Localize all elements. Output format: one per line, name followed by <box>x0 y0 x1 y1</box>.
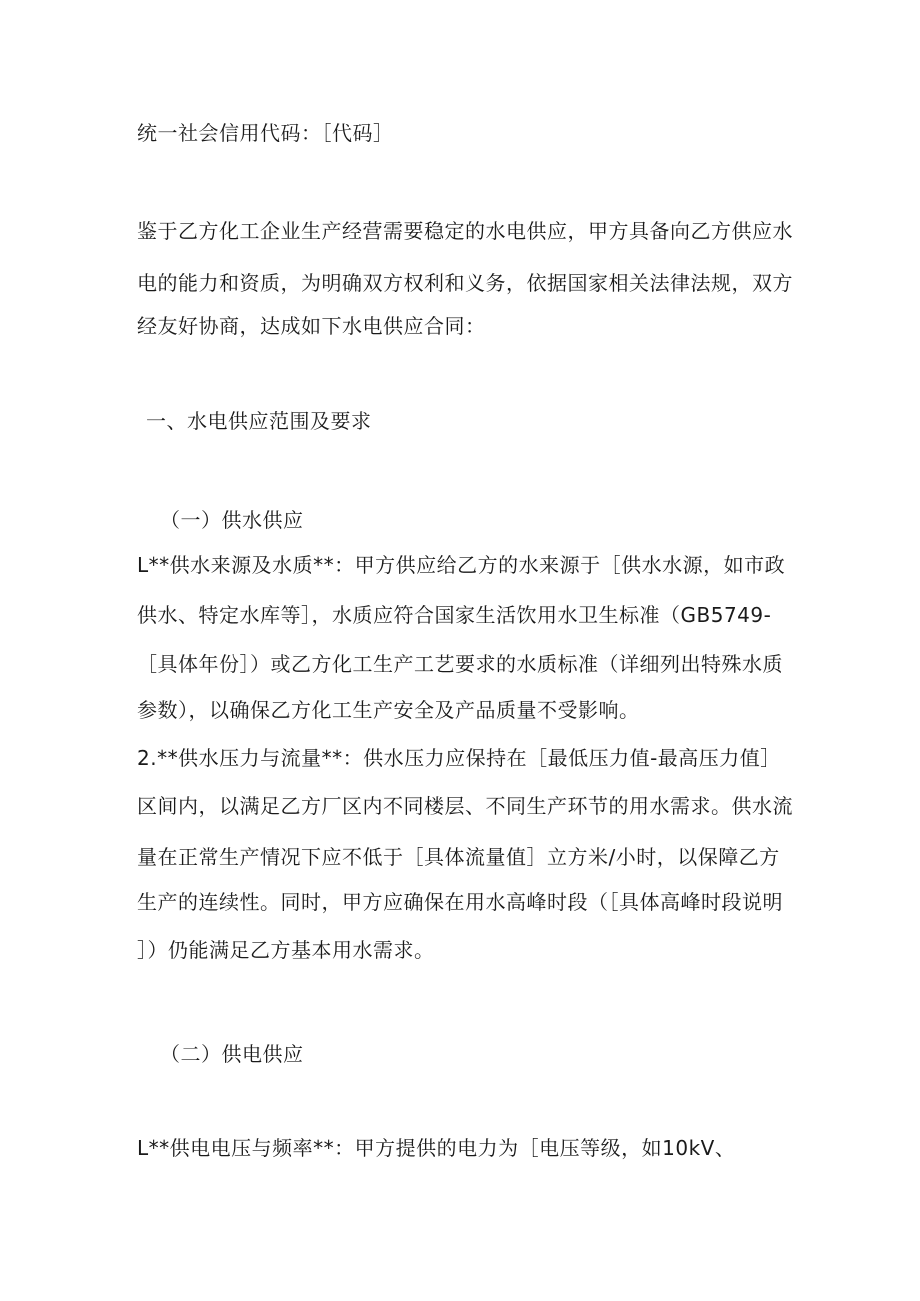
intro-paragraph-line: 经友好协商，达成如下水电供应合同： <box>137 314 486 338</box>
water-source-line: 参数），以确保乙方化工生产安全及产品质量不受影响。 <box>137 698 640 722</box>
intro-paragraph-line: 鉴于乙方化工企业生产经营需要稳定的水电供应，甲方具备向乙方供应水 <box>137 219 793 243</box>
subsection-heading: （一）供水供应 <box>160 508 304 532</box>
water-pressure-line: 2.**供水压力与流量**：供水压力应保持在［最低压力值-最高压力值］ <box>137 746 781 770</box>
water-pressure-line: ］）仍能满足乙方基本用水需求。 <box>137 938 435 962</box>
water-source-line: ［具体年份］）或乙方化工生产工艺要求的水质标准（详细列出特殊水质 <box>137 652 783 676</box>
water-source-line: 供水、特定水库等］，水质应符合国家生活饮用水卫生标准（GB5749- <box>137 603 772 627</box>
credit-code-line: 统一社会信用代码：［代码］ <box>137 121 394 145</box>
water-source-line: L**供水来源及水质**：甲方供应给乙方的水来源于［供水水源，如市政 <box>137 553 786 577</box>
intro-paragraph-line: 电的能力和资质，为明确双方权利和义务，依据国家相关法律法规，双方 <box>137 271 793 295</box>
section-heading: 一、水电供应范围及要求 <box>146 409 372 433</box>
power-voltage-line: L**供电电压与频率**：甲方提供的电力为［电压等级，如10kV、 <box>137 1136 736 1160</box>
water-pressure-line: 生产的连续性。同时，甲方应确保在用水高峰时段（［具体高峰时段说明 <box>137 890 783 914</box>
subsection-heading: （二）供电供应 <box>160 1042 304 1066</box>
water-pressure-line: 量在正常生产情况下应不低于［具体流量值］立方米/小时，以保障乙方 <box>137 845 780 869</box>
water-pressure-line: 区间内，以满足乙方厂区内不同楼层、不同生产环节的用水需求。供水流 <box>137 794 793 818</box>
